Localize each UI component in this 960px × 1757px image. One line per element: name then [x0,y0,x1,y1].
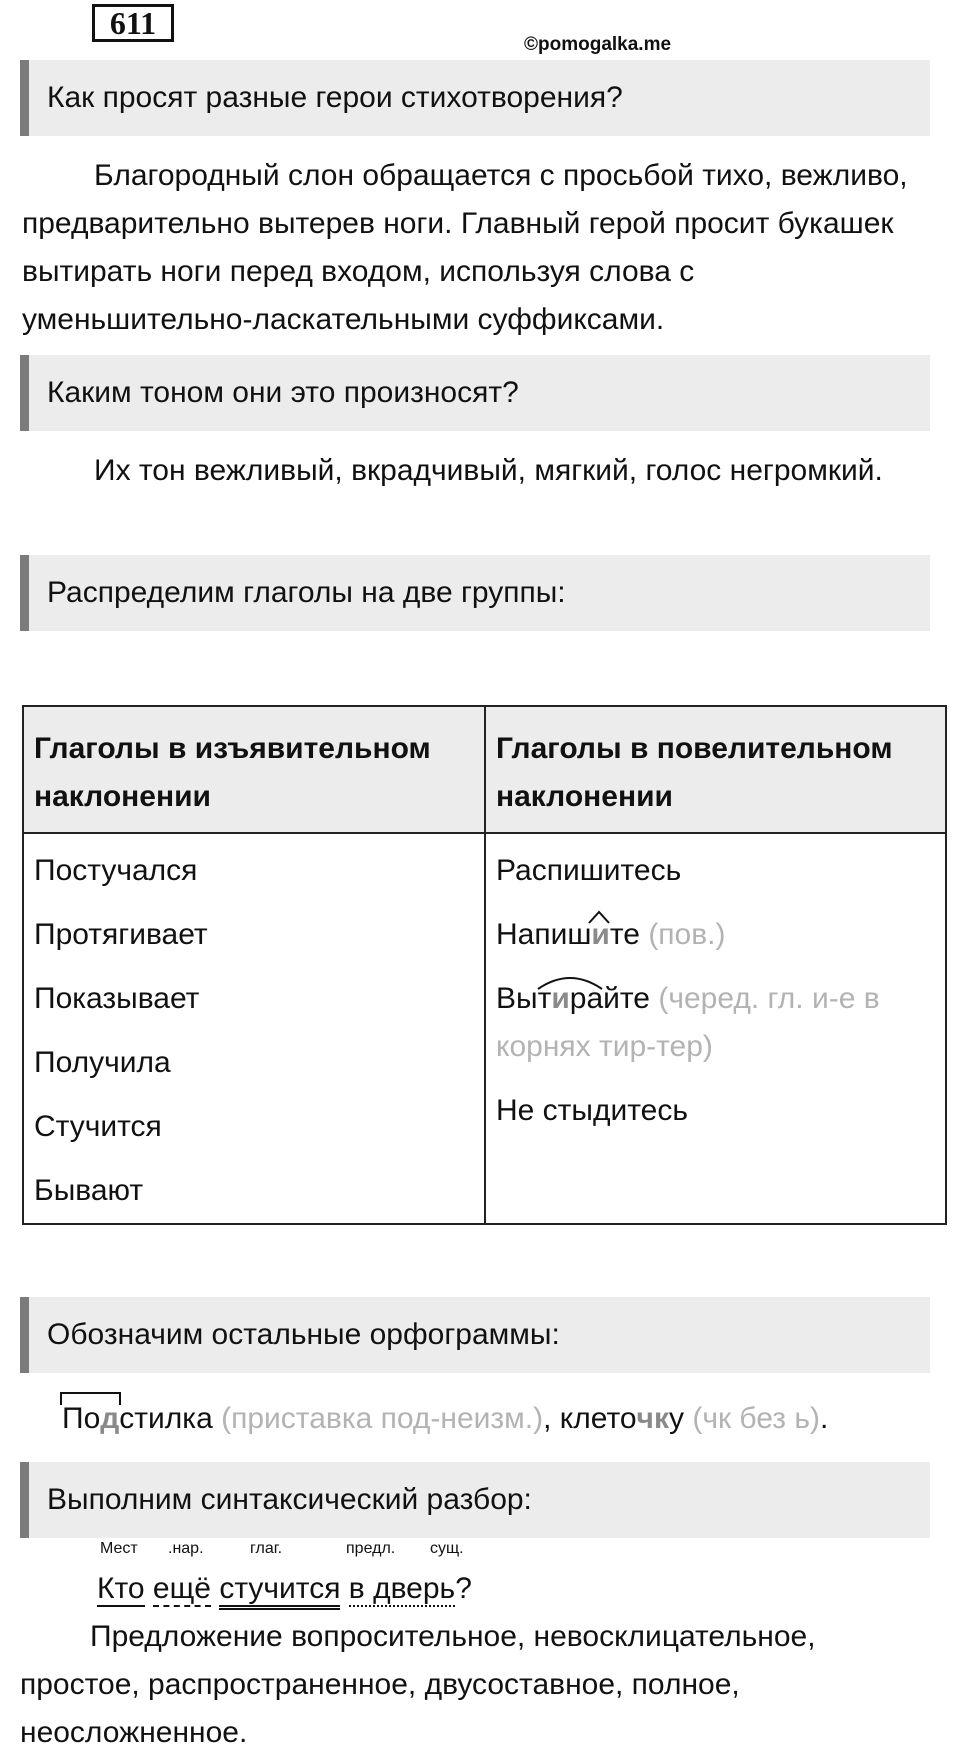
table-header-indicative: Глаголы в изъявительном наклонении [34,732,431,813]
question-text: Распределим глаголы на две группы: [47,576,566,609]
table-header-imperative: Глаголы в повелительном наклонении [496,732,893,813]
question-text: Обозначим остальные орфограммы: [47,1318,560,1351]
list-item: Стучится [34,1110,162,1143]
list-item: Выт ирайте (черед. гл. и-е в корнях тир-тер) [496,975,936,1087]
question-box-1 [20,60,930,136]
pos-label: предл. [346,1540,396,1557]
verbs-table [22,705,947,1225]
caret-mark-icon [586,909,612,925]
list-item: Бывают [34,1174,144,1207]
column-imperative [496,847,936,1151]
question-box-5 [20,1462,930,1538]
question-box-2 [20,355,930,431]
answer-paragraph-1 [22,152,932,344]
table-divider [484,707,486,1223]
answer-text: Их тон вежливый, вкрадчивый, мягкий, голос негромкий. [94,454,883,487]
spelling-note: (пов.) [648,918,726,951]
list-item: Протягивает [34,918,208,951]
question-text: Как просят разные герои стихотворения? [47,81,623,114]
prefix-bracket-icon [60,1391,122,1407]
column-indicative [34,847,208,1231]
question-box-3 [20,555,930,631]
part-of-speech-labels [0,1540,960,1564]
stress-letter: и [591,911,609,959]
list-item: Не стыдитесь [496,1094,688,1127]
object-phrase: в дверь [348,1572,456,1605]
watermark: ©pomogalka.me [524,34,672,55]
list-item: Постучался [34,854,198,887]
list-item: Показывает [34,982,200,1015]
list-item: Получила [34,1046,171,1079]
list-item: Распишитесь [496,854,682,887]
predicate-word: стучится [219,1572,340,1610]
prefix-mark: Под [62,1395,119,1443]
subject-word: Кто [97,1572,145,1605]
adverbial-word: ещё [152,1572,211,1605]
analysis-paragraph [20,1613,920,1757]
pos-label: глаг. [250,1540,283,1557]
pos-label: сущ. [430,1540,464,1557]
pos-label: .нар. [168,1540,204,1557]
root-mark: и [551,975,569,1023]
spelling-note: (черед. гл. и-е в корнях тир-тер) [496,982,880,1063]
analysis-text: Предложение вопросительное, невосклицательное, простое, распространенное, двусоставное, полное, неосложненное. [20,1620,816,1749]
question-text: Каким тоном они это произносят? [47,376,519,409]
parsed-sentence: Кто ещё стучится в дверь? [97,1565,472,1613]
spelling-note: (приставка под-неизм.) [221,1402,544,1435]
pos-label: Мест [100,1540,138,1557]
orthograms-line: Подстилка (приставка под-неизм.), клеточку (чк без ь). [62,1395,828,1443]
question-text: Выполним синтаксический разбор: [47,1483,532,1516]
answer-text: Благородный слон обращается с просьбой тихо, вежливо, предварительно вытерев ноги. Главный герой просит букашек вытирать ноги перед входом, используя слова с уменьшительно-ласкательными суффиксами. [22,159,908,336]
task-number: 611 [92,4,174,42]
answer-paragraph-2 [22,447,932,495]
root-arc-icon [535,973,605,991]
question-box-4 [20,1297,930,1373]
list-item: Напиш ите (пов.) [496,911,936,975]
spelling-note: (чк без ь) [692,1402,820,1435]
